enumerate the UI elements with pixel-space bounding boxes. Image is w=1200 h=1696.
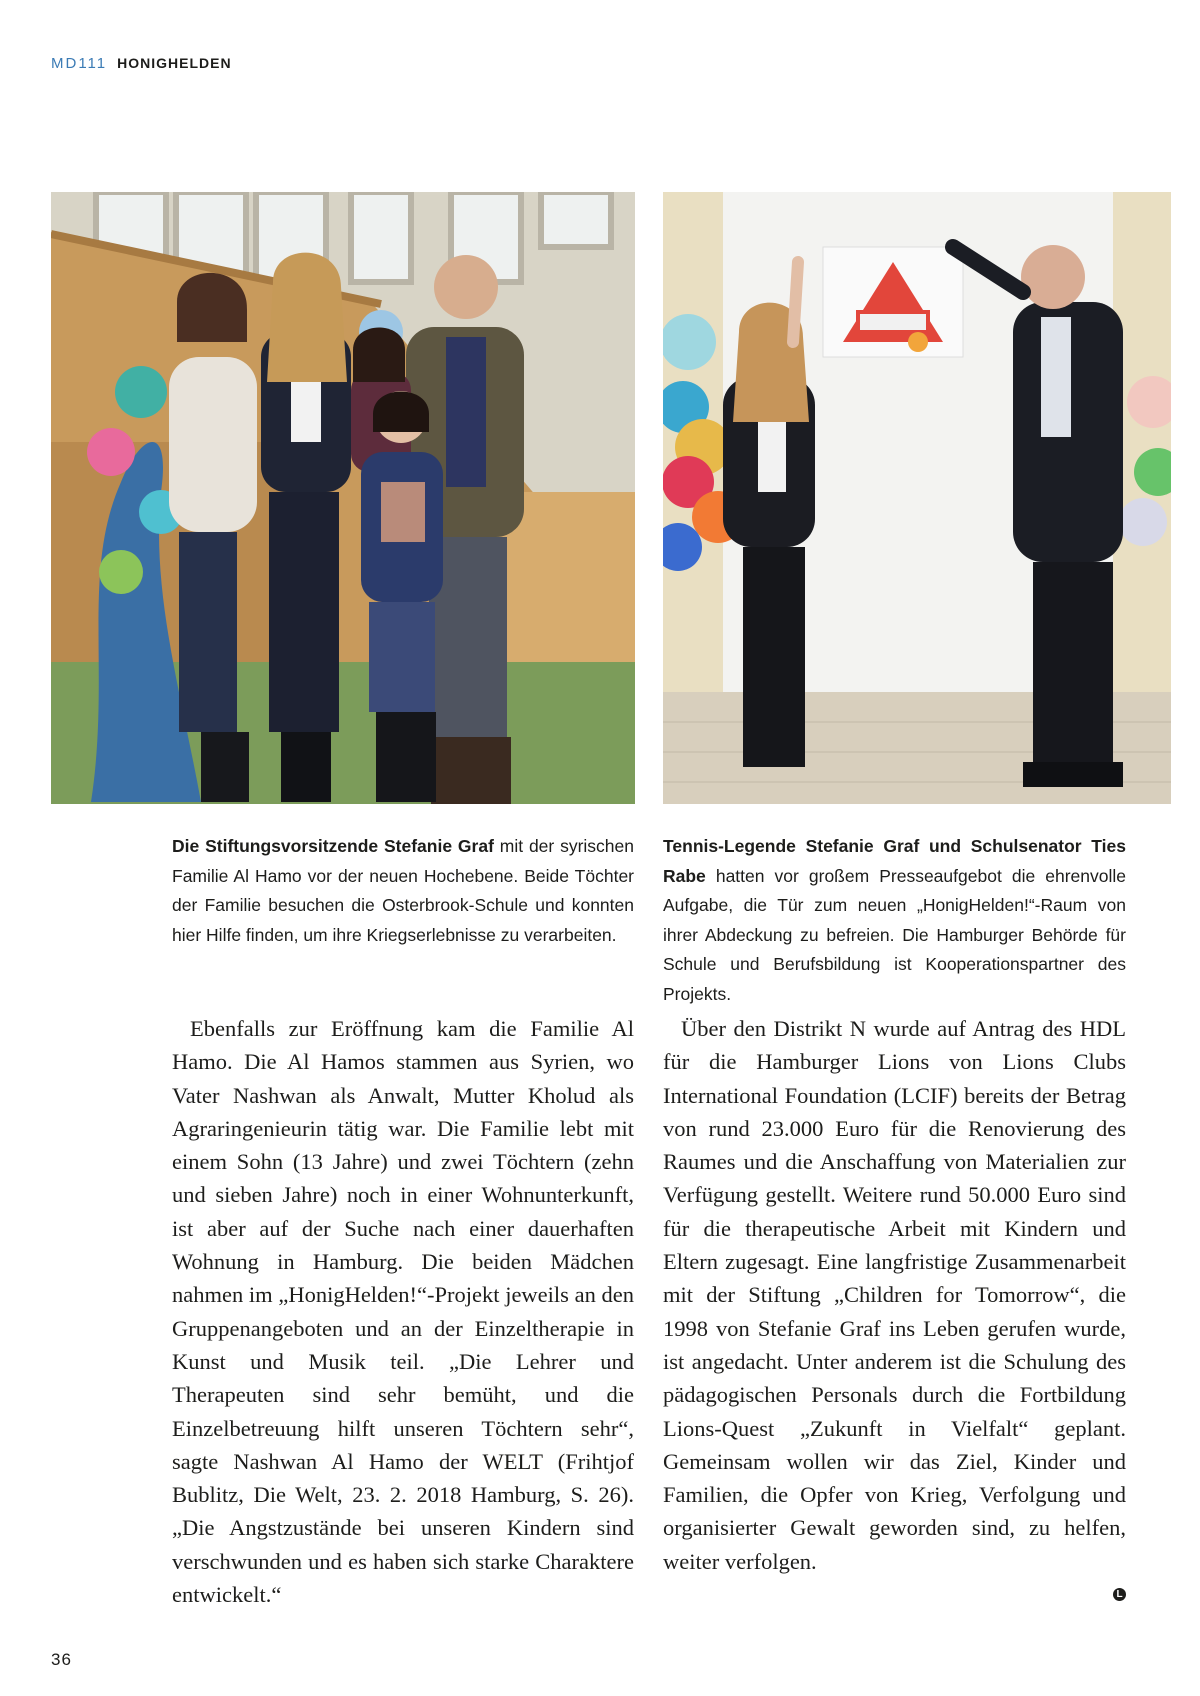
magazine-code: MD111 xyxy=(51,55,108,72)
unveiling-photo xyxy=(663,192,1171,804)
caption-right-text: hatten vor großem Presseaufgebot die ehrenvolle Aufgabe, die Tür zum neuen „HonigHelden!“-Raum von ihrer Abdeckung zu befreien. Die Hamburger Behörde für Schule und Berufsbildung ist Kooperationspartner des Projekts. xyxy=(663,865,1126,1004)
family-photo-illustration xyxy=(51,192,635,804)
body-left-paragraph: Ebenfalls zur Eröffnung kam die Familie Al Hamo. Die Al Hamos stammen aus Syrien, wo Vater Nashwan als Anwalt, Mutter Kholud als Agraringenieurin tätig war. Die Familie lebt mit einem Sohn (13 Jahre) und zwei Töchtern (zehn und sieben Jahre) noch in einer Wohnunterkunft, ist aber auf der Suche nach einer dauerhaften Wohnung in Hamburg. Die beiden Mädchen nahmen im „HonigHelden!“-Projekt jeweils an den Gruppenangeboten und an der Einzeltherapie in Kunst und Musik teil. „Die Lehrer und Therapeuten sind sehr bemüht, und die Einzelbetreuung hilft unseren Töchtern sehr“, sagte Nashwan Al Hamo der WELT (Frihtjof Bublitz, Die Welt, 23. 2. 2018 Hamburg, S. 26). „Die Angstzustände bei unseren Kindern sind verschwunden und es haben sich starke Charaktere entwickelt.“ xyxy=(172,1016,634,1608)
page-number: 36 xyxy=(51,1650,72,1669)
body-column-left xyxy=(172,1012,634,1611)
caption-right-bold: Tennis-Legende Stefanie Graf und Schulsenator Ties Rabe xyxy=(663,836,1126,886)
lions-end-mark-icon: L xyxy=(1113,1588,1126,1601)
section-title: HONIGHELDEN xyxy=(117,55,232,71)
unveiling-photo-illustration xyxy=(663,192,1171,804)
caption-left-text: mit der syrischen Familie Al Hamo vor der neuen Hochebene. Beide Töchter der Familie besuchen die Osterbrook-Schule und konnten hier Hilfe finden, um ihre Kriegserlebnisse zu verarbeiten. xyxy=(172,836,635,945)
body-column-right xyxy=(663,1012,1126,1601)
caption-right xyxy=(663,832,1126,1009)
page-header xyxy=(51,55,232,72)
caption-left xyxy=(172,832,634,950)
family-photo xyxy=(51,192,635,804)
caption-left-bold: Die Stiftungsvorsitzende Stefanie Graf xyxy=(172,836,494,856)
body-right-paragraph: Über den Distrikt N wurde auf Antrag des HDL für die Hamburger Lions von Lions Clubs International Foundation (LCIF) bereits der Betrag von rund 23.000 Euro für die Renovierung des Raumes und die Anschaffung von Materialien zur Verfügung gestellt. Weitere rund 50.000 Euro sind für die therapeutische Arbeit mit Kindern und Eltern zugesagt. Eine langfristige Zusammenarbeit mit der Stiftung „Children for Tomorrow“, die 1998 von Stefanie Graf ins Leben gerufen wurde, ist angedacht. Unter anderem ist die Schulung des pädagogischen Personals durch die Fortbildung Lions-Quest „Zukunft in Vielfalt“ geplant. Gemeinsam wollen wir das Ziel, Kinder und Familien, die Opfer von Krieg, Verfolgung und organisierter Gewalt geworden sind, zu helfen, weiter verfolgen. xyxy=(663,1016,1126,1574)
